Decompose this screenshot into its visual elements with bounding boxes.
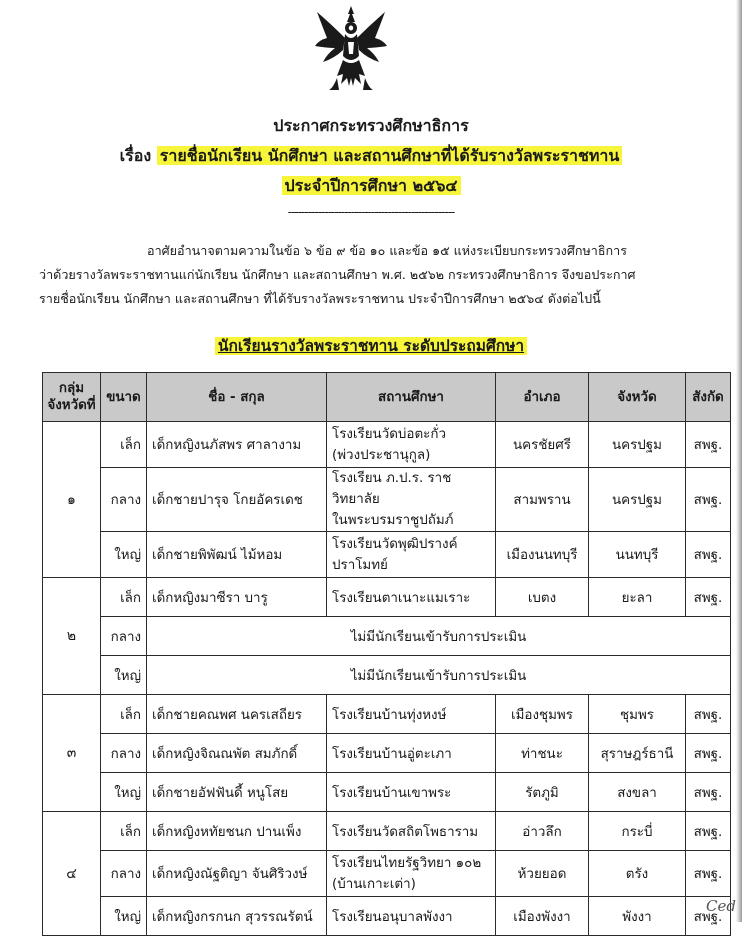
table-row (43, 773, 731, 812)
table-row (43, 617, 731, 656)
table-row (43, 734, 731, 773)
district-cell: อ่าวลึก (496, 812, 589, 851)
table-row (43, 578, 731, 617)
affiliation-cell: สพฐ. (686, 468, 731, 532)
school-line-2: ปราโมทย์ (332, 557, 388, 573)
name-cell: เด็กหญิงนภัสพร ศาลางาม (147, 422, 327, 468)
province-cell: นนทบุรี (589, 532, 686, 578)
school-line-1: โรงเรียนไทยรัฐวิทยา ๑๐๒ (332, 855, 482, 871)
announcement-title: ประกาศกระทรวงศึกษาธิการ (273, 116, 469, 135)
province-cell: นครปฐม (589, 422, 686, 468)
section-title (0, 333, 742, 358)
garuda-emblem (313, 4, 389, 96)
name-cell: เด็กชายคณพศ นครเสถียร (147, 695, 327, 734)
school-line-2: (พ่วงประชานุกูล) (332, 447, 431, 463)
district-cell: ท่าชนะ (496, 734, 589, 773)
subject-prefix: เรื่อง (119, 146, 152, 165)
province-cell: สงขลา (589, 773, 686, 812)
table-row (43, 812, 731, 851)
size-cell: ใหญ่ (101, 532, 147, 578)
district-cell: เมืองพังงา (496, 897, 589, 936)
size-cell: กลาง (101, 617, 147, 656)
header-school: สถานศึกษา (327, 373, 496, 422)
header-district: อำเภอ (496, 373, 589, 422)
section-title-highlight: นักเรียนรางวัลพระราชทาน ระดับประถมศึกษา (215, 337, 527, 355)
size-cell: ใหญ่ (101, 897, 147, 936)
affiliation-cell: สพฐ. (686, 812, 731, 851)
school-cell: โรงเรียนบ้านอู่ตะเภา (327, 734, 496, 773)
name-cell: เด็กชายพิพัฒน์ ไม้หอม (147, 532, 327, 578)
affiliation-cell: สพฐ. (686, 695, 731, 734)
body-paragraph-line-3: รายชื่อนักเรียน นักศึกษา และสถานศึกษา ที่ได้รับรางวัลพระราชทาน ประจำปีการศึกษา ๒๕๖๔ ดังต่อไปนี้ (39, 291, 601, 306)
table-row (43, 422, 731, 468)
no-participant-note: ไม่มีนักเรียนเข้ารับการประเมิน (147, 617, 731, 656)
province-cell: กระบี่ (589, 812, 686, 851)
school-cell: โรงเรียนบ้านทุ่งหงษ์ (327, 695, 496, 734)
province-cell: สุราษฎร์ธานี (589, 734, 686, 773)
name-cell: เด็กหญิงกรกนก สุวรรณรัตน์ (147, 897, 327, 936)
awardees-table (42, 372, 731, 936)
table-row (43, 851, 731, 897)
name-cell: เด็กหญิงณัฐติญา จันศิริวงษ์ (147, 851, 327, 897)
announcement-subject (0, 144, 742, 169)
header-group-line2: จังหวัดที่ (47, 398, 96, 413)
table-header-row (43, 373, 731, 422)
subject-highlight: รายชื่อนักเรียน นักศึกษา และสถานศึกษาที่ได้รับรางวัลพระราชทาน (157, 146, 623, 165)
affiliation-cell: สพฐ. (686, 532, 731, 578)
header-group-line1: กลุ่ม (58, 381, 85, 396)
school-cell: โรงเรียนตาเนาะแมเราะ (327, 578, 496, 617)
district-cell: เมืองชุมพร (496, 695, 589, 734)
district-cell: นครชัยศรี (496, 422, 589, 468)
school-cell (327, 851, 496, 897)
group-number-cell: ๒ (43, 578, 101, 695)
school-cell: โรงเรียนวัดสถิตโพธาราม (327, 812, 496, 851)
affiliation-cell: สพฐ. (686, 734, 731, 773)
group-number-cell: ๓ (43, 695, 101, 812)
province-cell: นครปฐม (589, 468, 686, 532)
table-row (43, 532, 731, 578)
province-cell: ตรัง (589, 851, 686, 897)
size-cell: ใหญ่ (101, 656, 147, 695)
no-participant-note: ไม่มีนักเรียนเข้ารับการประเมิน (147, 656, 731, 695)
district-cell: รัตภูมิ (496, 773, 589, 812)
body-paragraph-line-2: ว่าด้วยรางวัลพระราชทานแก่นักเรียน นักศึกษา และสถานศึกษา พ.ศ. ๒๕๖๒ กระทรวงศึกษาธิการ จึงขอประกาศ (39, 267, 636, 282)
school-line-2: ในพระบรมราชูปถัมภ์ (332, 513, 454, 528)
school-cell (327, 532, 496, 578)
school-line-1: โรงเรียนวัดพุฒิปรางค์ (332, 536, 458, 552)
page-edge-shadow (736, 0, 742, 922)
size-cell: กลาง (101, 734, 147, 773)
header-name: ชื่อ - สกุล (147, 373, 327, 422)
affiliation-cell: สพฐ. (686, 578, 731, 617)
group-number-cell: ๑ (43, 422, 101, 578)
affiliation-cell: สพฐ. (686, 897, 731, 936)
header-group (43, 373, 101, 422)
group-number-cell: ๔ (43, 812, 101, 936)
size-cell: เล็ก (101, 422, 147, 468)
size-cell: ใหญ่ (101, 773, 147, 812)
size-cell: กลาง (101, 468, 147, 532)
table-row (43, 468, 731, 532)
academic-year-highlight: ประจำปีการศึกษา ๒๕๖๔ (282, 176, 461, 195)
handwritten-signature: Ced (706, 897, 736, 915)
name-cell: เด็กหญิงจิณณพัต สมภักดิ์ (147, 734, 327, 773)
name-cell: เด็กหญิงหทัยชนก ปานเพ็ง (147, 812, 327, 851)
district-cell: เบตง (496, 578, 589, 617)
body-paragraph-line-1: อาศัยอำนาจตามความในข้อ ๖ ข้อ ๙ ข้อ ๑๐ และข้อ ๑๕ แห่งระเบียบกระทรวงศึกษาธิการ (147, 243, 627, 258)
school-line-2: (บ้านเกาะเต่า) (332, 876, 416, 892)
school-cell: โรงเรียนบ้านเขาพระ (327, 773, 496, 812)
divider-line: -------------------------------------------------- (287, 205, 455, 219)
province-cell: ชุมพร (589, 695, 686, 734)
header-province: จังหวัด (589, 373, 686, 422)
affiliation-cell: สพฐ. (686, 422, 731, 468)
size-cell: เล็ก (101, 812, 147, 851)
name-cell: เด็กชายปารุจ โกยอัครเดช (147, 468, 327, 532)
table-row (43, 656, 731, 695)
table-row (43, 695, 731, 734)
size-cell: เล็ก (101, 695, 147, 734)
header-affiliation: สังกัด (686, 373, 731, 422)
school-cell: โรงเรียนอนุบาลพังงา (327, 897, 496, 936)
name-cell: เด็กหญิงมาซีรา บารู (147, 578, 327, 617)
school-cell (327, 422, 496, 468)
district-cell: สามพราน (496, 468, 589, 532)
size-cell: เล็ก (101, 578, 147, 617)
school-cell (327, 468, 496, 532)
school-line-1: โรงเรียน ภ.ป.ร. ราชวิทยาลัย (332, 471, 452, 507)
province-cell: ยะลา (589, 578, 686, 617)
table-row (43, 897, 731, 936)
province-cell: พังงา (589, 897, 686, 936)
school-line-1: โรงเรียนวัดบ่อตะกั่ว (332, 426, 446, 442)
header-size: ขนาด (101, 373, 147, 422)
academic-year-line (0, 174, 742, 199)
district-cell: เมืองนนทบุรี (496, 532, 589, 578)
affiliation-cell: สพฐ. (686, 773, 731, 812)
name-cell: เด็กชายอัฟฟันดี้ หนูโสย (147, 773, 327, 812)
affiliation-cell: สพฐ. (686, 851, 731, 897)
size-cell: กลาง (101, 851, 147, 897)
district-cell: ห้วยยอด (496, 851, 589, 897)
